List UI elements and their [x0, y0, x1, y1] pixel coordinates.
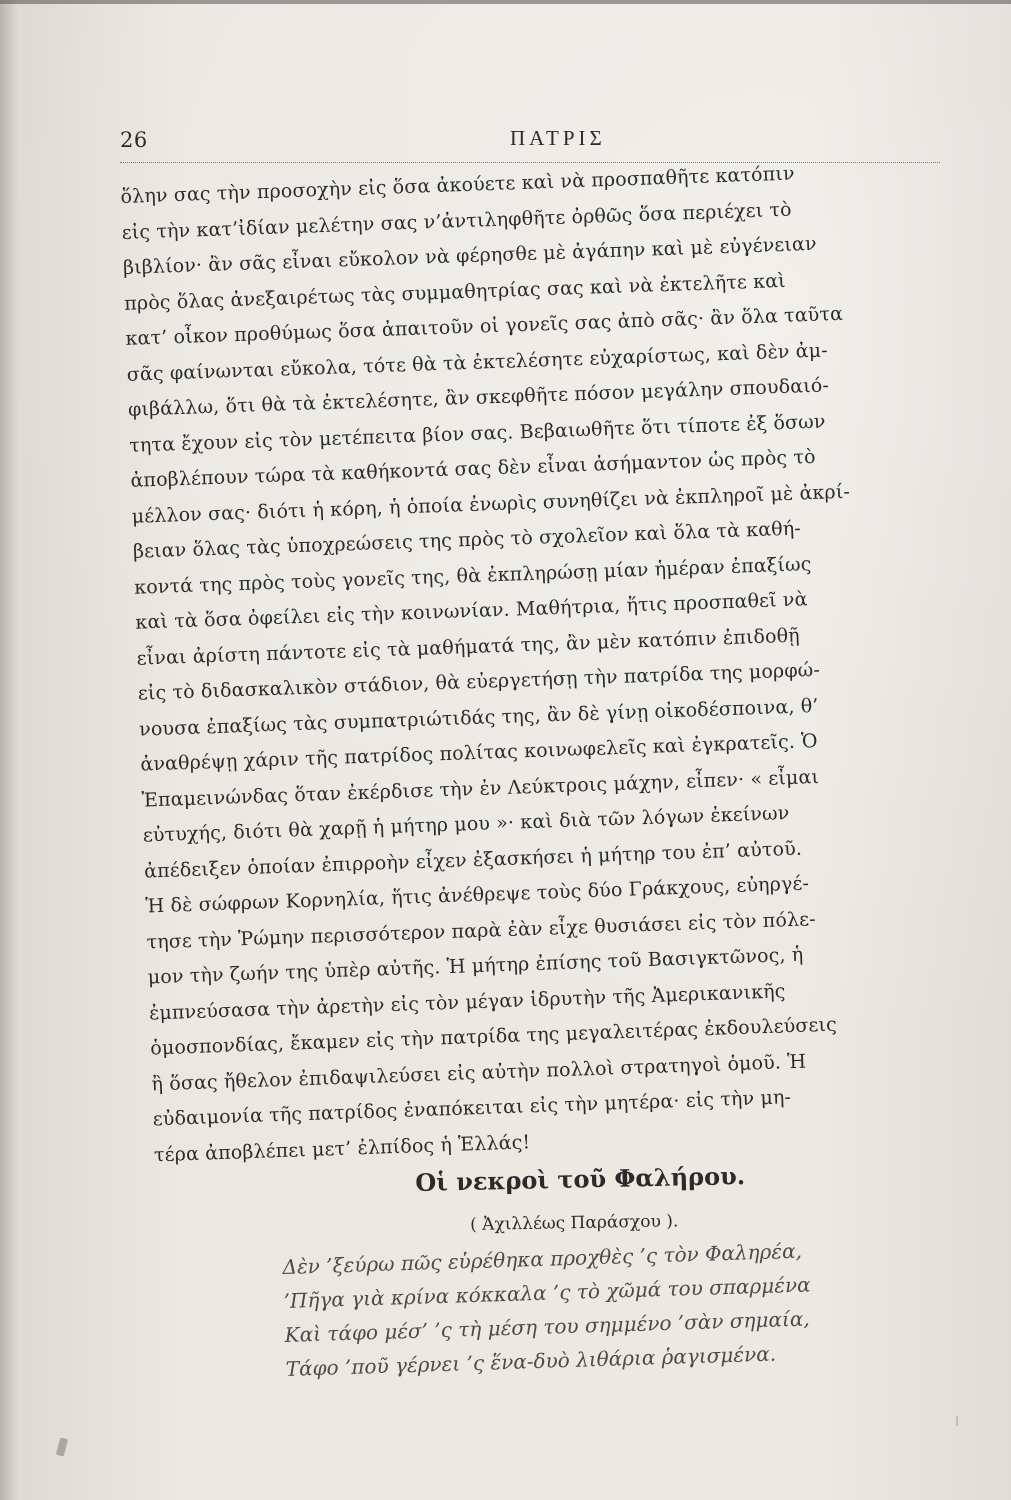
body-line-13: καὶ τὰ ὅσα ὀφείλει εἰς τὴν κοινωνίαν. Μαθήτρια, ἥτις προσπαθεῖ νὰ	[135, 588, 808, 634]
running-title: ΠΑΤΡΙΣ	[510, 126, 606, 150]
body-line-18: Ἐπαμεινώνδας ὅταν ἐκέρδισε τὴν ἐν Λεύκτροις μάχην, εἶπεν· « εἶμαι	[141, 765, 820, 812]
body-line-4: πρὸς ὅλας ἀνεξαιρέτως τὰς συμμαθητρίας σας καὶ νὰ ἐκτελῆτε καὶ	[123, 269, 787, 315]
poem-title: Οἱ νεκροὶ τοῦ Φαλήρου.	[415, 1161, 746, 1197]
ink-smudge	[56, 1437, 68, 1456]
body-line-21: Ἡ δὲ σώφρων Κορνηλία, ἥτις ἀνέθρεψε τοὺς δύο Γράκχους, εὐηργέ-	[144, 872, 810, 918]
body-line-1: ὅλην σας τὴν προσοχὴν εἰς ὅσα ἀκούετε καὶ νὰ προσπαθῆτε κατόπιν	[120, 162, 795, 208]
body-line-5: κατ’ οἶκον προθύμως ὅσα ἀπαιτοῦν οἱ γονεῖς σας ἀπὸ σᾶς· ἂν ὅλα ταῦτα	[125, 302, 844, 350]
body-line-27: εὐδαιμονία τῆς πατρίδος ἐναπόκειται εἰς τὴν μητέρα· εἰς τὴν μη-	[152, 1086, 792, 1131]
body-line-25: ὁμοσπονδίας, ἔκαμεν εἰς τὴν πατρίδα της μεγαλειτέρας ἐκδουλεύσεις	[149, 1013, 838, 1060]
poem-line-3: Καὶ τάφο μέσ’ ’ς τὴ μέση του σημμένο ’σὰν σημαία,	[284, 1306, 810, 1347]
poem-line-2: ’Πῆγα γιὰ κρίνα κόκκαλα ’ς τὸ χῶμά του σπαρμένα	[283, 1272, 811, 1313]
body-line-24: ἐμπνεύσασα τὴν ἀρετὴν εἰς τὸν μέγαν ἱδρυτὴν τῆς Ἀμερικανικῆς	[148, 979, 786, 1024]
body-line-9: ἀποβλέπουν τώρα τὰ καθήκοντά σας δὲν εἶναι ἀσήμαντον ὡς πρὸς τὸ	[130, 445, 817, 492]
body-line-23: μον τὴν ζωήν της ὑπὲρ αὐτῆς. Ἡ μήτηρ ἐπίσης τοῦ Βασιγκτῶνος, ἡ	[147, 943, 804, 989]
body-line-3: βιβλίον· ἂν σᾶς εἶναι εὔκολον νὰ φέρησθε μὲ ἀγάπην καὶ μὲ εὐγένειαν	[122, 232, 817, 279]
body-line-12: κοντά της πρὸς τοὺς γονεῖς της, θὰ ἐκπληρώσῃ μίαν ἡμέραν ἐπαξίως	[133, 552, 812, 599]
body-line-2: εἰς τὴν κατ’ἰδίαν μελέτην σας ν’ἀντιληφθῆτε ὀρθῶς ὅσα περιέχει τὸ	[121, 198, 793, 244]
body-line-19: εὐτυχής, διότι θὰ χαρῇ ἡ μήτηρ μου »· καὶ διὰ τῶν λόγων ἐκείνων	[142, 802, 790, 847]
body-line-26: ἢ ὅσας ἤθελον ἐπιδαψιλεύσει εἰς αὐτὴν πολλοὶ στρατηγοὶ ὁμοῦ. Ἡ	[151, 1050, 807, 1095]
body-line-22: τησε τὴν Ῥώμην περισσότερον παρὰ ἐὰν εἶχε θυσιάσει εἰς τὸν πόλε-	[146, 907, 817, 954]
body-line-14: εἶναι ἀρίστη πάντοτε εἰς τὰ μαθήματά της, ἂν μὲν κατόπιν ἐπιδοθῇ	[136, 624, 801, 670]
body-line-16: νουσα ἐπαξίως τὰς συμπατριώτιδάς της, ἂν δὲ γίνῃ οἰκοδέσποινα, θ’	[138, 694, 819, 741]
body-line-11: βειαν ὅλας τὰς ὑποχρεώσεις της πρὸς τὸ σχολεῖον καὶ ὅλα τὰ καθή-	[132, 517, 802, 563]
body-line-17: ἀναθρέψῃ χάριν τῆς πατρίδος πολίτας κοινωφελεῖς καὶ ἐγκρατεῖς. Ὁ	[140, 730, 818, 776]
body-line-15: εἰς τὸ διδασκαλικὸν στάδιον, θὰ εὐεργετήσῃ τὴν πατρίδα της μορφώ-	[137, 658, 821, 705]
poem-block	[282, 1230, 926, 1386]
body-line-28: τέρα ἀποβλέπει μετ’ ἐλπίδος ἡ Ἑλλάς!	[153, 1130, 531, 1166]
body-line-7: φιβάλλω, ὅτι θὰ τὰ ἐκτελέσητε, ἂν σκεφθῆτε πόσον μεγάλην σπουδαιό-	[127, 374, 830, 421]
page-header	[120, 118, 940, 158]
poem-line-1: Δὲν ’ξεύρω πῶς εὑρέθηκα προχθὲς ’ς τὸν Φαληρέα,	[282, 1238, 803, 1279]
poem-author: ( Ἀχιλλέως Παράσχου ).	[470, 1211, 679, 1235]
page-number: 26	[120, 128, 148, 152]
top-edge-line	[0, 0, 1011, 4]
body-line-20: ἀπέδειξεν ὁποίαν ἐπιρροὴν εἶχεν ἐξασκήσει ἡ μήτηρ του ἐπ’ αὐτοῦ.	[143, 837, 803, 883]
body-line-10: μέλλον σας· διότι ἡ κόρη, ἡ ὁποία ἐνωρὶς συνηθίζει νὰ ἐκπληροῖ μὲ ἀκρί-	[131, 480, 851, 528]
poem-line-4: Τάφο ’ποῦ γέρνει ’ς ἕνα-δυὸ λιθάρια ῥαγισμένα.	[285, 1341, 777, 1381]
body-line-8: τητα ἔχουν εἰς τὸν μετέπειτα βίον σας. Βεβαιωθῆτε ὅτι τίποτε ἐξ ὅσων	[128, 410, 826, 457]
body-text-block	[120, 151, 996, 1174]
paper-mark	[956, 1416, 958, 1426]
body-line-6: σᾶς φαίνωνται εὔκολα, τότε θὰ τὰ ἐκτελέσητε εὐχαρίστως, καὶ δὲν ἀμ-	[126, 338, 829, 386]
page-gutter-shadow	[0, 0, 18, 1500]
